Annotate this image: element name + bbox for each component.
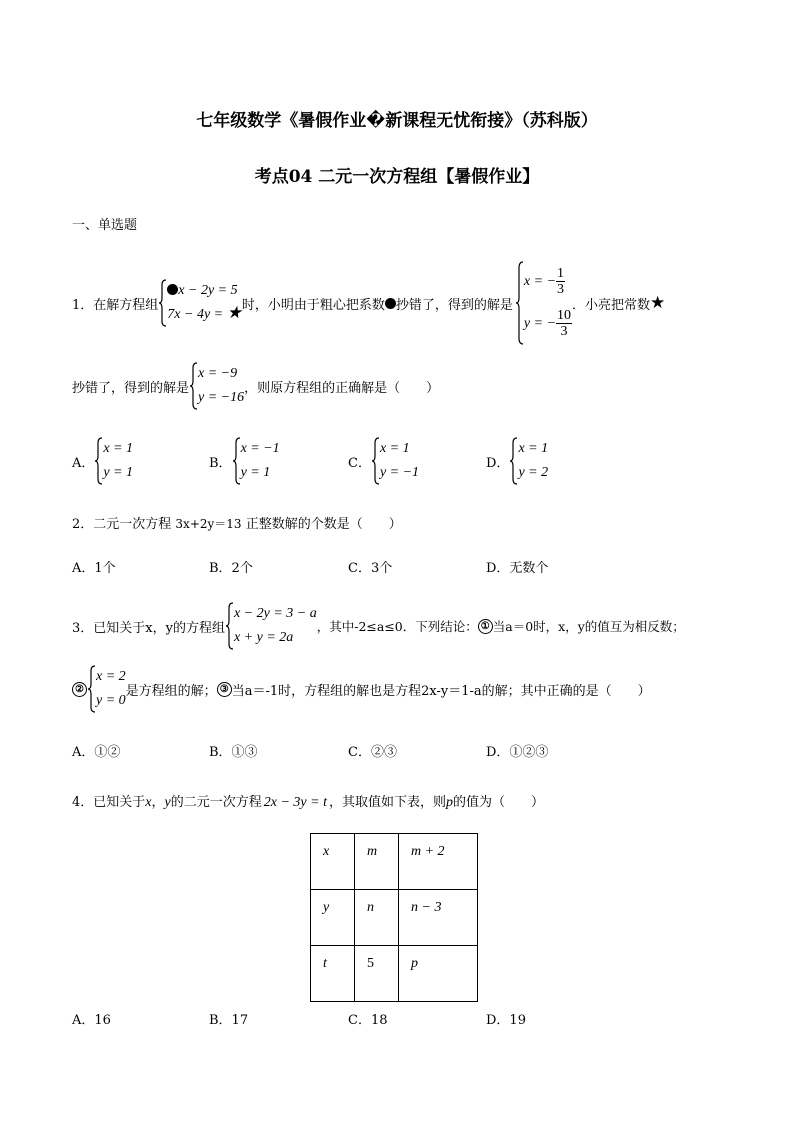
question-3: 3．已知关于x，y的方程组 x − 2y = 3 − a x + y = 2a ，其中-2≤a≤0．下列结论： ① 当a＝0时，x，y的值互为相反数；: [72, 602, 685, 650]
choice-b[interactable]: B．17: [209, 1013, 249, 1028]
choice-a[interactable]: A．①②: [72, 745, 121, 760]
star-icon: ★: [226, 303, 242, 322]
question-3-cont: ② x = 2 y = 0 是方程组的解； ③ 当a＝-1时，方程组的解也是方程2x-y＝1-a的解；其中正确的是（ ）: [72, 665, 651, 713]
choice-d[interactable]: D．①②③: [486, 745, 549, 760]
table-row: [311, 946, 478, 1002]
choice-a[interactable]: A．16: [72, 1013, 111, 1028]
choice-b[interactable]: B． x = −1 y = 1: [209, 437, 280, 485]
solution-system: x = 2 y = 0: [87, 665, 126, 713]
choice-c[interactable]: C．②③: [348, 745, 397, 760]
document-subtitle: 考点04 二元一次方程组【暑假作业】: [254, 167, 540, 187]
choice-b[interactable]: B．2个: [209, 561, 253, 576]
choice-c[interactable]: C． x = 1 y = −1: [348, 437, 419, 485]
choice-c[interactable]: C．3个: [348, 561, 393, 576]
star-icon: ★: [650, 292, 666, 313]
table-cell: 5: [355, 946, 399, 1002]
table-cell: m + 2: [399, 834, 478, 890]
choice-a[interactable]: A． x = 1 y = 1: [72, 437, 133, 485]
question-1: 1． 在解方程组 x − 2y = 5 7x − 4y = ★ 时，小明由于粗心把系数 抄错了，得到的解是 x = − $\frac{1}{3}$ y = − $\frac{10}{3}$ ．小亮把常数 ★: [72, 258, 665, 348]
choice-d[interactable]: D．19: [486, 1013, 526, 1028]
table-cell: x: [311, 834, 355, 890]
table-cell: m: [355, 834, 399, 890]
circled-one-icon: ①: [478, 619, 493, 634]
value-table: [310, 833, 478, 1002]
question-text: 在解方程组: [93, 297, 159, 313]
circled-two-icon: ②: [72, 682, 87, 697]
question-1-cont: 抄错了，得到的解是 x = −9 y = −16 ，则原方程组的正确解是（ ）: [72, 362, 439, 410]
table-cell: p: [399, 946, 478, 1002]
table-cell: n − 3: [399, 890, 478, 946]
table-cell: t: [311, 946, 355, 1002]
section-label: 一、单选题: [72, 218, 138, 233]
question-number: 1．: [72, 297, 94, 313]
choice-d[interactable]: D．无数个: [486, 561, 549, 576]
solution-system: x = −9 y = −16: [189, 362, 244, 410]
table-row: [311, 890, 478, 946]
equation-system: x − 2y = 5 7x − 4y = ★: [158, 279, 242, 327]
question-4: 4．已知关于x，y的二元一次方程 2x − 3y = t ，其取值如下表，则p的值为（ ）: [72, 795, 544, 810]
equation-system: x − 2y = 3 − a x + y = 2a: [225, 602, 317, 650]
document-title: 七年级数学《暑假作业�新课程无忧衔接》（苏科版）: [196, 111, 598, 131]
question-2: 2．二元一次方程 3x+2y＝13 正整数解的个数是（ ）: [72, 517, 402, 532]
blot-icon: [167, 284, 178, 295]
circled-three-icon: ③: [217, 682, 232, 697]
table-cell: y: [311, 890, 355, 946]
choice-b[interactable]: B．①③: [209, 745, 258, 760]
choice-c[interactable]: C．18: [348, 1013, 388, 1028]
solution-system: x = − $\frac{1}{3}$ y = − $\frac{10}{3}$: [515, 261, 572, 345]
table-row: [311, 834, 478, 890]
choice-a[interactable]: A．1个: [72, 561, 116, 576]
blot-icon: [385, 298, 396, 309]
table-cell: n: [355, 890, 399, 946]
choice-d[interactable]: D． x = 1 y = 2: [486, 437, 548, 485]
